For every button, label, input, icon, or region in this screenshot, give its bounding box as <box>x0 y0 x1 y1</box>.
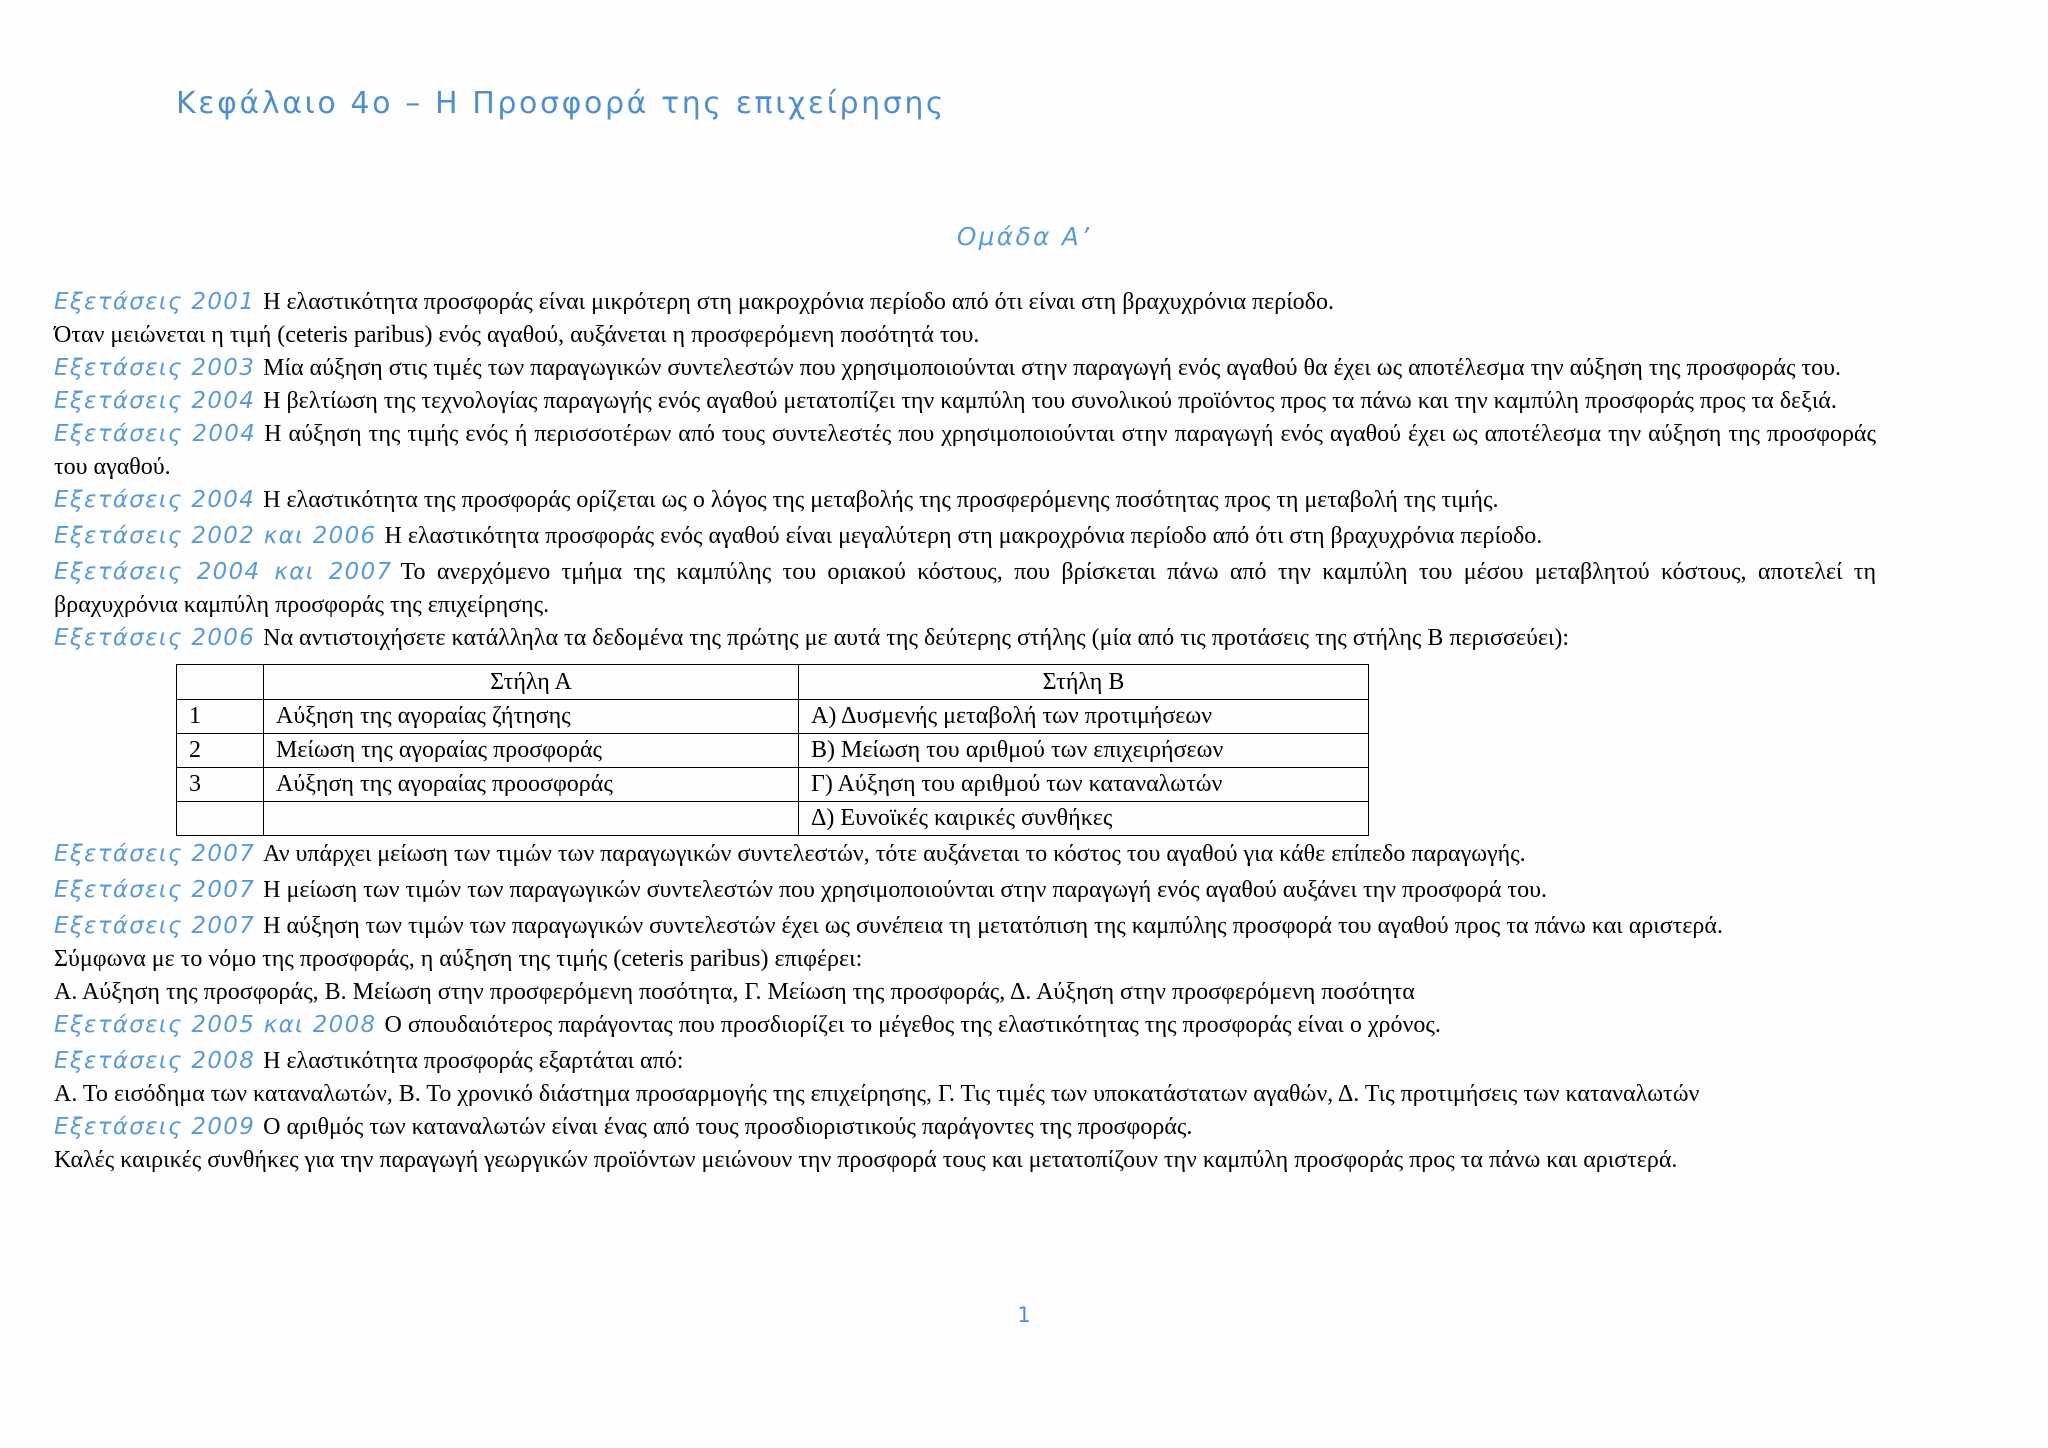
column-a-cell: Αύξηση της αγοραίας προοσφοράς <box>264 768 799 802</box>
exam-item <box>54 874 1876 907</box>
row-number <box>177 802 264 836</box>
exam-item <box>54 1144 1876 1177</box>
page-number: 1 <box>1017 1303 1031 1327</box>
item-text: Ο σπουδαιότερος παράγοντας που προσδιορίζει το μέγεθος της ελαστικότητας της προσφοράς είναι ο χρόνος. <box>384 1012 1441 1038</box>
exam-year-tag: Εξετάσεις 2005 και 2008 <box>54 1012 377 1038</box>
matching-table <box>176 664 1369 836</box>
group-title: Ομάδα Α’ <box>956 222 1092 251</box>
column-b-header: Στήλη Β <box>799 665 1369 700</box>
item-text: Να αντιστοιχήσετε κατάλληλα τα δεδομένα της πρώτης με αυτά της δεύτερης στήλης (μία από τις προτάσεις της στήλης Β περισσεύει): <box>263 625 1570 651</box>
item-text: Η μείωση των τιμών των παραγωγικών συντελεστών που χρησιμοποιούνται στην παραγωγή ενός αγαθού αυξάνει την προσφορά του. <box>263 877 1547 903</box>
exam-item <box>54 556 1876 622</box>
table-row <box>177 734 1369 768</box>
exam-year-tag: Εξετάσεις 2007 <box>54 877 256 903</box>
item-text: Α. Το εισόδημα των καταναλωτών, Β. Το χρονικό διάστημα προσαρμογής της επιχείρησης, Γ. Τις τιμές των υποκατάστατων αγαθών, Δ. Τις προτιμήσεις των καταναλωτών <box>54 1081 1700 1107</box>
exam-year-tag: Εξετάσεις 2006 <box>54 625 256 651</box>
exam-item <box>54 838 1876 871</box>
table-row <box>177 700 1369 734</box>
exam-item <box>54 352 1876 385</box>
exam-year-tag: Εξετάσεις 2004 <box>54 388 256 414</box>
item-text: Η αύξηση των τιμών των παραγωγικών συντελεστών έχει ως συνέπεια τη μετατόπιση της καμπύλης προσφορά του αγαθού προς τα πάνω και αριστερά. <box>263 913 1723 939</box>
table-row <box>177 768 1369 802</box>
exam-item <box>54 286 1876 319</box>
exam-item <box>54 319 1876 352</box>
item-text: Αν υπάρχει μείωση των τιμών των παραγωγικών συντελεστών, τότε αυξάνεται το κόστος του αγαθού για κάθε επίπεδο παραγωγής. <box>263 841 1526 867</box>
exam-year-tag: Εξετάσεις 2002 και 2006 <box>54 523 377 549</box>
column-a-header: Στήλη Α <box>264 665 799 700</box>
exam-year-tag: Εξετάσεις 2009 <box>54 1114 256 1140</box>
item-text: Καλές καιρικές συνθήκες για την παραγωγή γεωργικών προϊόντων μειώνουν την προσφορά τους και μετατοπίζουν την καμπύλη προσφοράς προς τα πάνω και αριστερά. <box>54 1147 1678 1173</box>
column-b-cell: Α) Δυσμενής μεταβολή των προτιμήσεων <box>799 700 1369 734</box>
item-text: Όταν μειώνεται η τιμή (ceteris paribus) ενός αγαθού, αυξάνεται η προσφερόμενη ποσότητά του. <box>54 322 980 348</box>
column-b-cell: Δ) Ευνοϊκές καιρικές συνθήκες <box>799 802 1369 836</box>
item-text: Το ανερχόμενο τμήμα της καμπύλης του οριακού κόστους, που βρίσκεται πάνω από την καμπύλη του μέσου μεταβλητού κόστους, αποτελεί τη βραχυχρόνια καμπύλη προσφοράς της επιχείρησης. <box>54 559 1876 618</box>
row-number: 1 <box>177 700 264 734</box>
column-b-cell: Γ) Αύξηση του αριθμού των καταναλωτών <box>799 768 1369 802</box>
column-a-cell: Αύξηση της αγοραίας ζήτησης <box>264 700 799 734</box>
exam-year-tag: Εξετάσεις 2007 <box>54 913 256 939</box>
column-a-cell: Μείωση της αγοραίας προσφοράς <box>264 734 799 768</box>
column-a-cell <box>264 802 799 836</box>
exam-item <box>54 1009 1876 1042</box>
item-text: Α. Αύξηση της προσφοράς, Β. Μείωση στην προσφερόμενη ποσότητα, Γ. Μείωση της προσφοράς, Δ. Αύξηση στην προσφερόμενη ποσότητα <box>54 979 1415 1005</box>
exam-item <box>54 385 1876 418</box>
table-corner-cell <box>177 665 264 700</box>
exam-year-tag: Εξετάσεις 2004 <box>54 421 257 447</box>
table-header-row <box>177 665 1369 700</box>
row-number: 3 <box>177 768 264 802</box>
exam-year-tag: Εξετάσεις 2001 <box>54 289 256 315</box>
item-text: Η ελαστικότητα προσφοράς εξαρτάται από: <box>263 1048 684 1074</box>
exam-item <box>54 976 1876 1009</box>
exam-item <box>54 418 1876 484</box>
row-number: 2 <box>177 734 264 768</box>
exam-item <box>54 943 1876 976</box>
item-text: Η βελτίωση της τεχνολογίας παραγωγής ενός αγαθού μετατοπίζει την καμπύλη του συνολικού προϊόντος προς τα πάνω και την καμπύλη προσφοράς προς τα δεξιά. <box>263 388 1837 414</box>
item-text: Η αύξηση της τιμής ενός ή περισσοτέρων από τους συντελεστές που χρησιμοποιούνται στην παραγωγή ενός αγαθού έχει ως αποτέλεσμα την αύξηση της προσφοράς του αγαθού. <box>54 421 1876 480</box>
exam-item <box>54 1045 1876 1078</box>
exam-item <box>54 622 1876 655</box>
exam-year-tag: Εξετάσεις 2003 <box>54 355 256 381</box>
exam-year-tag: Εξετάσεις 2004 <box>54 487 256 513</box>
exam-item <box>54 1078 1876 1111</box>
exam-year-tag: Εξετάσεις 2004 και 2007 <box>54 559 393 585</box>
item-text: Ο αριθμός των καταναλωτών είναι ένας από τους προσδιοριστικούς παράγοντες της προσφοράς. <box>263 1114 1193 1140</box>
exam-item <box>54 484 1876 517</box>
chapter-title: Κεφάλαιο 4ο – Η Προσφορά της επιχείρησης <box>176 86 947 121</box>
table-row <box>177 802 1369 836</box>
item-text: Μία αύξηση στις τιμές των παραγωγικών συντελεστών που χρησιμοποιούνται στην παραγωγή ενός αγαθού θα έχει ως αποτέλεσμα την αύξηση της προσφοράς του. <box>263 355 1841 381</box>
item-text: Σύμφωνα με το νόμο της προσφοράς, η αύξηση της τιμής (ceteris paribus) επιφέρει: <box>54 946 863 972</box>
column-b-cell: Β) Μείωση του αριθμού των επιχειρήσεων <box>799 734 1369 768</box>
exam-item <box>54 910 1876 943</box>
item-text: Η ελαστικότητα προσφοράς ενός αγαθού είναι μεγαλύτερη στη μακροχρόνια περίοδο από ότι στη βραχυχρόνια περίοδο. <box>384 523 1543 549</box>
document-body <box>54 286 1876 1177</box>
exam-item <box>54 1111 1876 1144</box>
item-text: Η ελαστικότητα προσφοράς είναι μικρότερη στη μακροχρόνια περίοδο από ότι είναι στη βραχυχρόνια περίοδο. <box>263 289 1334 315</box>
exam-year-tag: Εξετάσεις 2008 <box>54 1048 256 1074</box>
item-text: Η ελαστικότητα της προσφοράς ορίζεται ως ο λόγος της μεταβολής της προσφερόμενης ποσότητας προς τη μεταβολή της τιμής. <box>263 487 1499 513</box>
exam-year-tag: Εξετάσεις 2007 <box>54 841 256 867</box>
exam-item <box>54 520 1876 553</box>
